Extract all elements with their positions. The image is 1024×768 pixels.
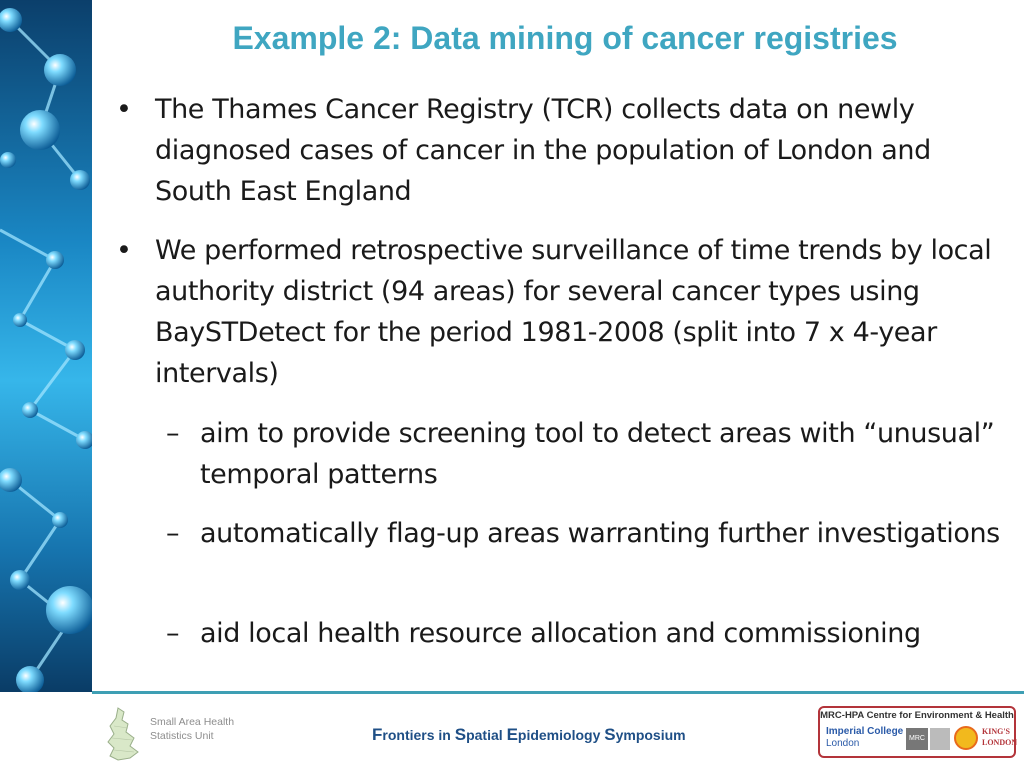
sub-bullet-marker: –	[166, 518, 180, 549]
symposium-word-cap: S	[604, 725, 616, 744]
kings-college-logo: KING'S	[982, 727, 1011, 736]
symposium-word-cap: E	[506, 725, 518, 744]
symposium-word-rest: rontiers in	[382, 727, 455, 743]
symposium-word-cap: F	[372, 725, 383, 744]
uk-map-logo	[100, 706, 144, 762]
sahsu-name-line1: Small Area Health	[150, 716, 235, 728]
hpa-logo	[954, 726, 978, 750]
kings-college-london: LONDON	[982, 738, 1018, 747]
slide-title: Example 2: Data mining of cancer registries	[232, 20, 898, 56]
sub-bullet-2: automatically flag-up areas warranting further investigations	[200, 518, 1000, 549]
molecular-network-decoration	[0, 0, 92, 692]
sub-bullet-marker: –	[166, 618, 180, 649]
bullet-1: The Thames Cancer Registry (TCR) collects data on newly diagnosed cases of cancer in the population of London and South East England	[155, 94, 931, 207]
mrc-logo-text	[930, 728, 950, 750]
imperial-college-logo: Imperial College	[826, 726, 904, 737]
bullet-marker: •	[116, 94, 132, 125]
footer	[92, 694, 1024, 768]
symposium-word-cap: S	[454, 725, 467, 744]
symposium-word-rest: ymposium	[615, 727, 686, 743]
symposium-word-rest: patial	[466, 727, 507, 743]
mrc-hpa-centre-title: MRC-HPA Centre for Environment & Health	[820, 710, 1014, 721]
bullet-2: We performed retrospective surveillance of time trends by local authority district (94 areas) for several cancer types using BaySTDetect for the period 1981-2008 (split into 7 x 4-year intervals)	[155, 235, 992, 389]
mrc-logo: MRC	[906, 728, 928, 750]
sahsu-name-line2: Statistics Unit	[150, 730, 214, 742]
bullet-marker: •	[116, 235, 132, 266]
sub-bullet-1: aim to provide screening tool to detect areas with “unusual” temporal patterns	[200, 418, 995, 490]
sub-bullet-marker: –	[166, 418, 180, 449]
imperial-college-london: London	[826, 738, 860, 749]
symposium-word-rest: pidemiology	[517, 727, 605, 743]
symposium-title	[372, 725, 686, 745]
partner-logos	[818, 706, 1016, 758]
sub-bullet-3: aid local health resource allocation and commissioning	[200, 618, 921, 649]
